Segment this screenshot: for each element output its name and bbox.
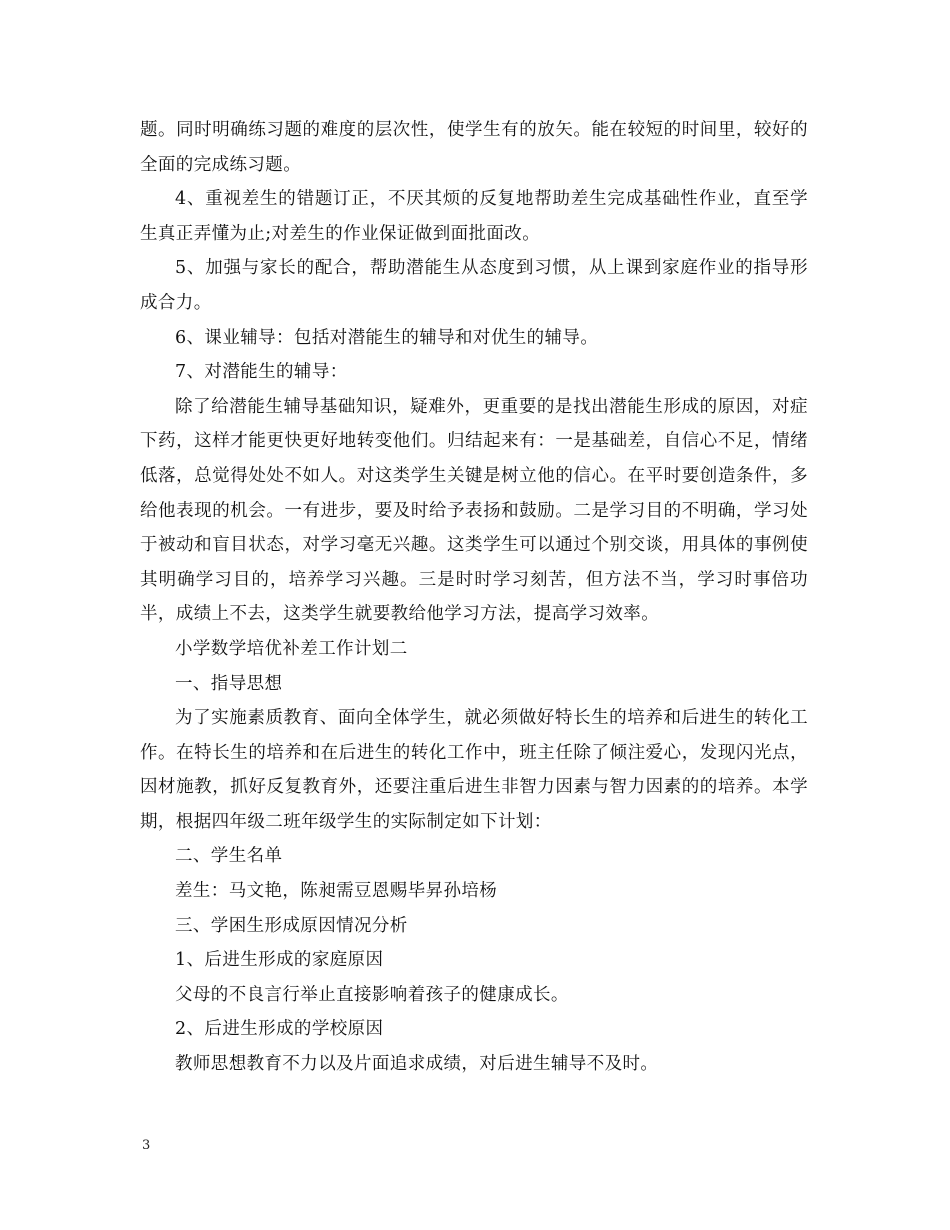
paragraph-school-cause: 教师思想教育不力以及片面追求成绩，对后进生辅导不及时。 (175, 1054, 659, 1075)
section-heading-guiding-thought: 一、指导思想 (175, 673, 283, 694)
paragraph-6: 除了给潜能生辅导基础知识，疑难外，更重要的是找出潜能生形成的原因，对症下药，这样才能更快更好地转变他们。归结起来有：一是基础差，自信心不足，情绪低落，总觉得处处不如人。对这类学生关键是树立他的信心。在平时要创造条件，多给他表现的机会。一有进步，要及时给予表扬和鼓励。二是学习目的不明确，学习处于被动和盲目状态，对学习毫无兴趣。这类学生可以通过个别交谈，用具体的事例使其明确学习目的，培养学习兴趣。三是时时学习刻苦，但方法不当，学习时事倍功半，成绩上不去，这类学生就要教给他学习方法，提高学习效率。 (140, 396, 808, 625)
paragraph-family-cause: 父母的不良言行举止直接影响着孩子的健康成长。 (175, 984, 569, 1005)
subheading-school-cause: 2、后进生形成的学校原因 (175, 1019, 384, 1040)
paragraph-student-names: 差生：马文艳，陈昶需豆恩赐毕昇孙培杨 (175, 881, 498, 902)
paragraph-2: 4、重视差生的错题订正，不厌其烦的反复地帮助差生完成基础性作业，直至学生真正弄懂为止;对差生的作业保证做到面批面改。 (140, 189, 808, 244)
subheading-family-cause: 1、后进生形成的家庭原因 (175, 950, 384, 971)
section-heading-student-list: 二、学生名单 (175, 846, 283, 867)
paragraph-4: 6、课业辅导：包括对潜能生的辅导和对优生的辅导。 (175, 327, 599, 348)
paragraph-9: 为了实施素质教育、面向全体学生，就必须做好特长生的培养和后进生的转化工作。在特长生的培养和在后进生的转化工作中，班主任除了倾注爱心，发现闪光点，因材施教，抓好反复教育外，还要注重后进生非智力因素与智力因素的的培养。本学期，根据四年级二班年级学生的实际制定如下计划： (140, 708, 808, 832)
paragraph-3: 5、加强与家长的配合，帮助潜能生从态度到习惯，从上课到家庭作业的指导形成合力。 (140, 258, 808, 313)
section-heading-cause-analysis: 三、学困生形成原因情况分析 (175, 915, 408, 936)
paragraph-5: 7、对潜能生的辅导： (175, 362, 348, 383)
section-heading-plan-two: 小学数学培优补差工作计划二 (175, 638, 408, 659)
document-body (140, 113, 808, 1082)
page-number: 3 (142, 1138, 151, 1153)
paragraph-1: 题。同时明确练习题的难度的层次性，使学生有的放矢。能在较短的时间里，较好的全面的完成练习题。 (140, 120, 808, 175)
